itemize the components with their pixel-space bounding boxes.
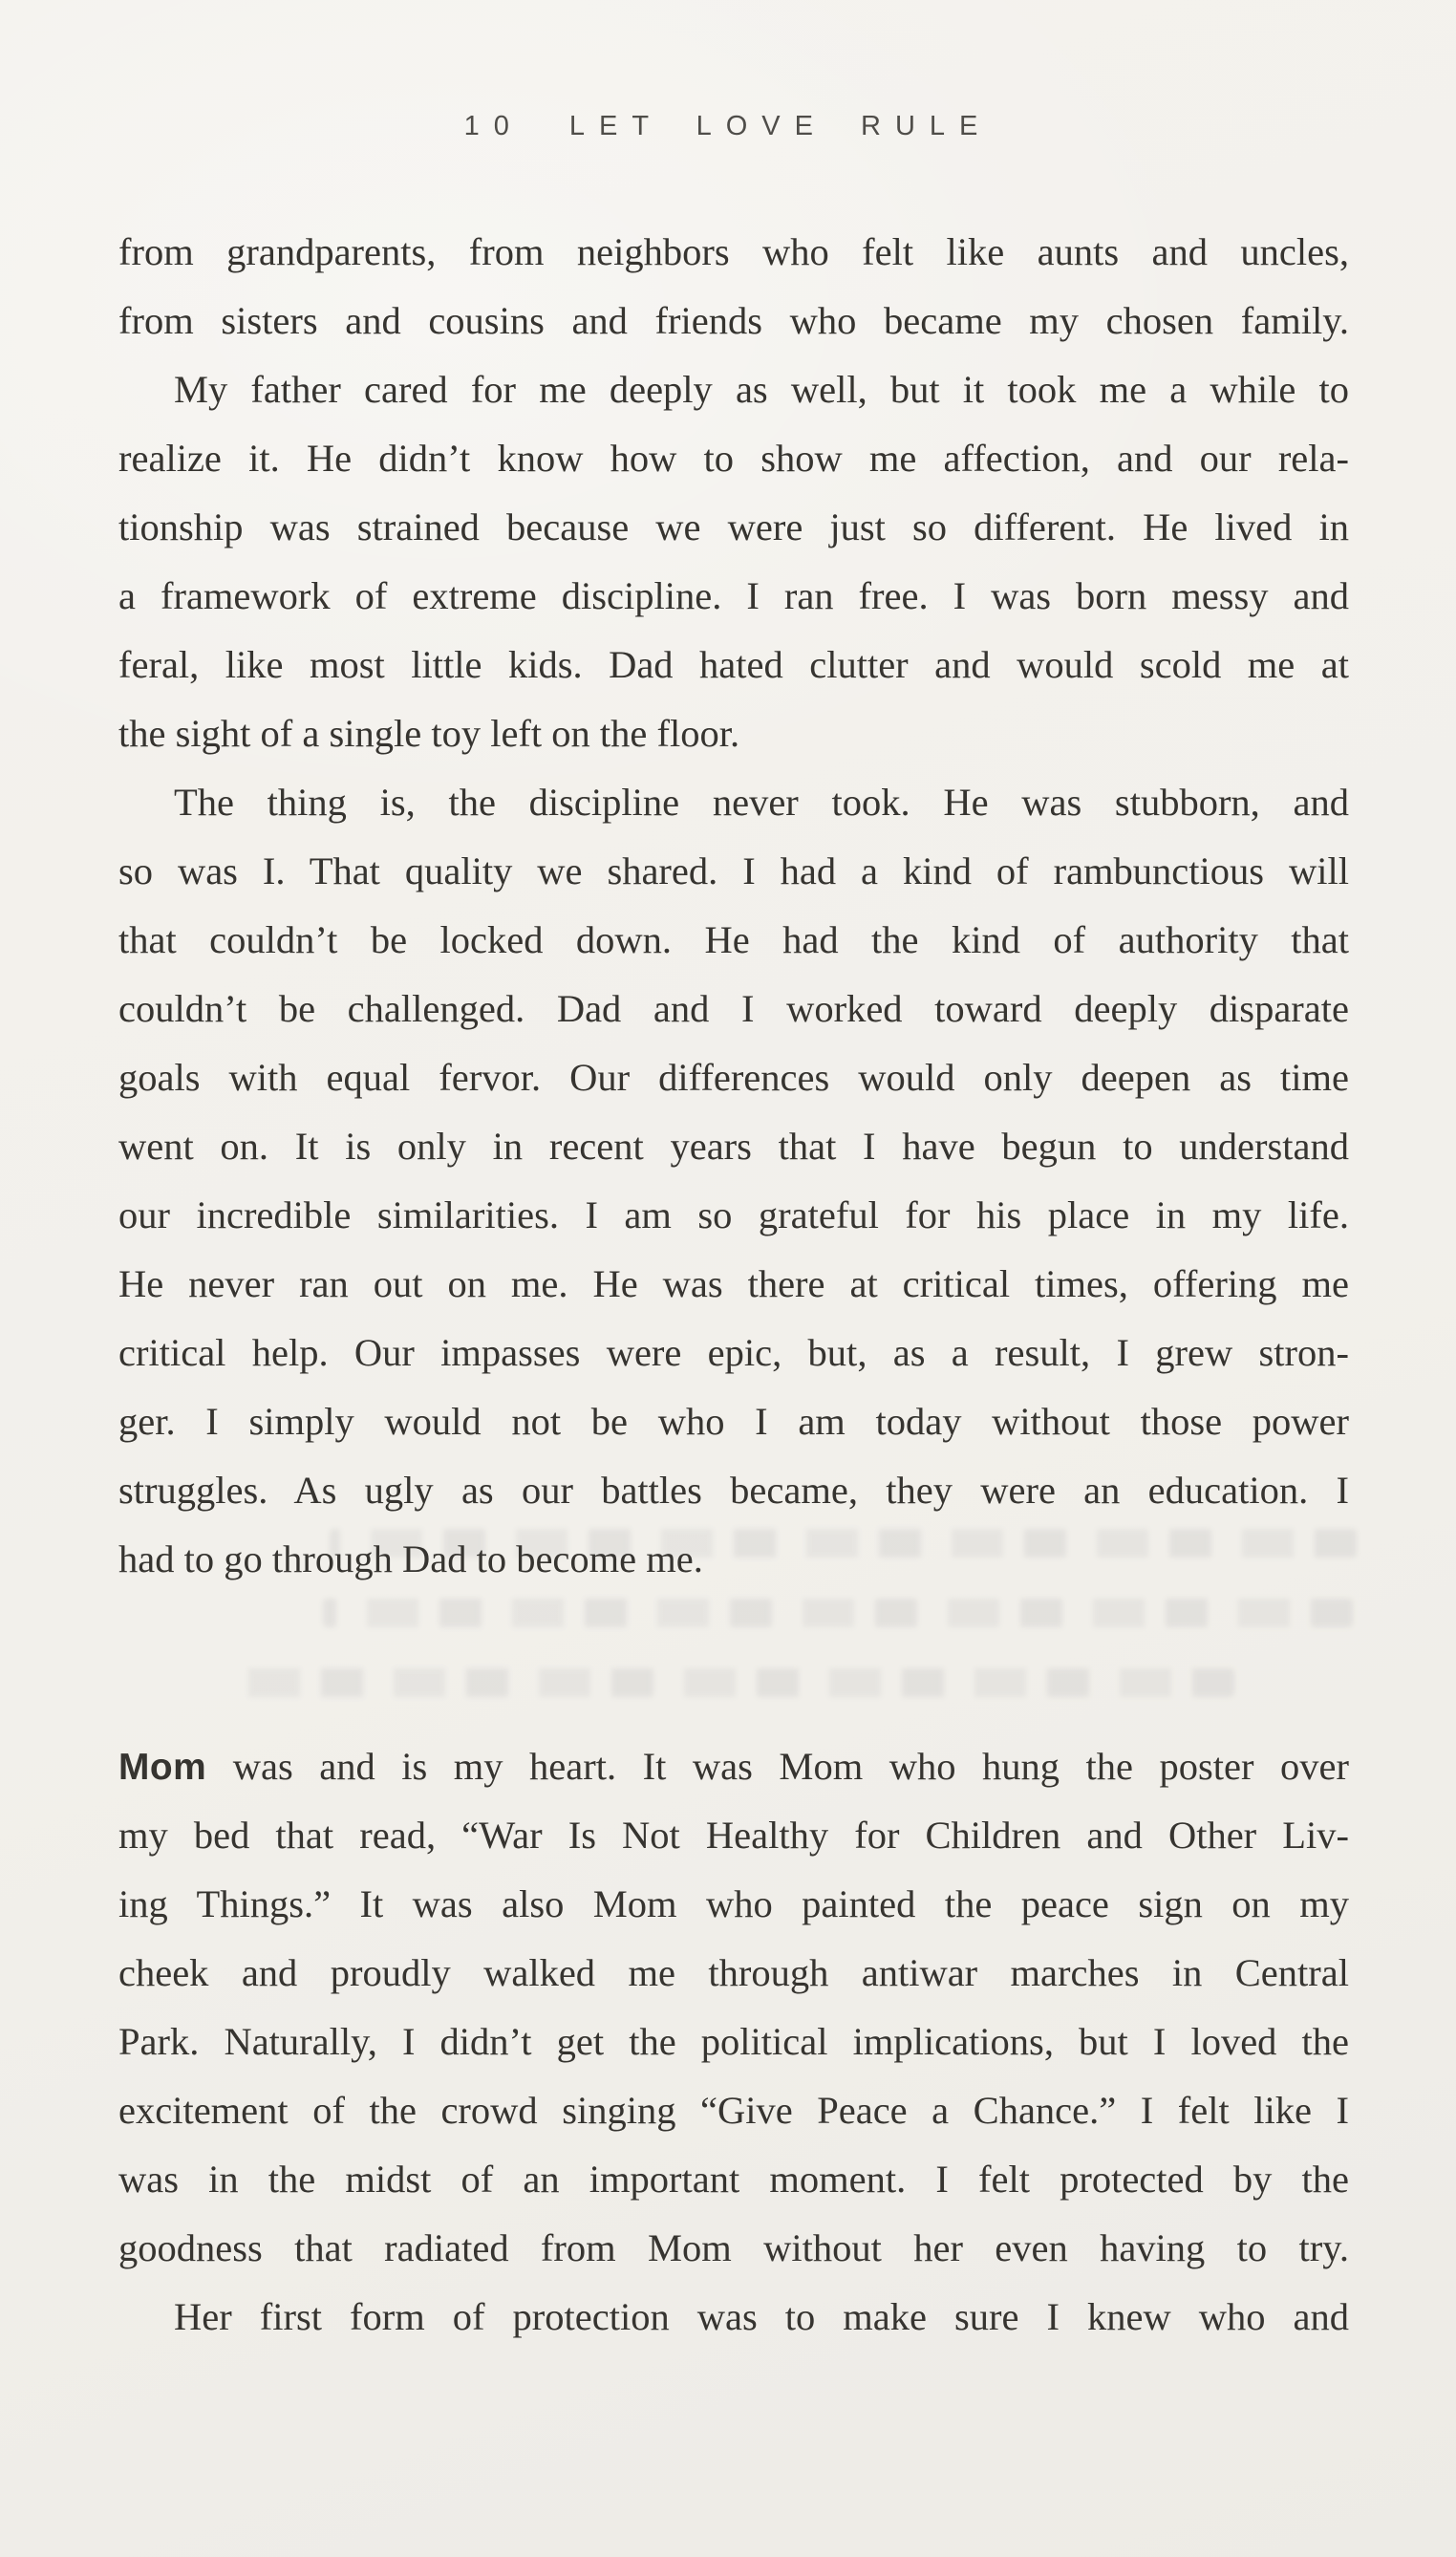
text-line: excitement of the crowd singing “Give Peace a Chance.” I felt like I [118, 2089, 1349, 2132]
text-line: Park. Naturally, I didn’t get the political implications, but I loved the [118, 2020, 1349, 2063]
text-line: critical help. Our impasses were epic, but, as a result, I grew stron- [118, 1331, 1349, 1374]
text-line: was in the midst of an important moment. I felt protected by the [118, 2158, 1349, 2201]
text-line: Her first form of protection was to make sure I knew who and [174, 2295, 1349, 2338]
text-line: cheek and proudly walked me through antiwar marches in Central [118, 1951, 1349, 1994]
text-line: the sight of a single toy left on the floor. [118, 712, 740, 755]
text-line: couldn’t be challenged. Dad and I worked toward deeply disparate [118, 987, 1349, 1030]
text-line: from grandparents, from neighbors who felt like aunts and uncles, [118, 230, 1349, 273]
running-header [0, 111, 1456, 142]
text-line: feral, like most little kids. Dad hated clutter and would scold me at [118, 643, 1349, 686]
text-line: our incredible similarities. I am so grateful for his place in my life. [118, 1193, 1349, 1236]
page-body [118, 218, 1349, 2352]
text-line: My father cared for me deeply as well, but it took me a while to [174, 368, 1349, 411]
paragraph [118, 768, 1349, 1594]
text-line: tionship was strained because we were just so different. He lived in [118, 505, 1349, 548]
text-line: ger. I simply would not be who I am today without those power [118, 1400, 1349, 1443]
page-number: 10 [463, 111, 524, 141]
text-line: The thing is, the discipline never took. He was stubborn, and [174, 781, 1349, 824]
text-line: Mom was and is my heart. It was Mom who hung the poster over [118, 1745, 1349, 1788]
text-line: realize it. He didn’t know how to show me affection, and our rela- [118, 437, 1349, 480]
text-line: struggles. As ugly as our battles became, they were an education. I [118, 1469, 1349, 1512]
text-line: went on. It is only in recent years that I have begun to understand [118, 1125, 1349, 1168]
text-line: from sisters and cousins and friends who became my chosen family. [118, 299, 1349, 342]
text-line: goodness that radiated from Mom without her even having to try. [118, 2226, 1349, 2269]
paragraph [118, 355, 1349, 768]
section-lead-word: Mom [118, 1747, 207, 1788]
text-line: a framework of extreme discipline. I ran free. I was born messy and [118, 574, 1349, 617]
paragraph [118, 1732, 1349, 2283]
text-line: so was I. That quality we shared. I had a kind of rambunctious will [118, 849, 1349, 892]
text-line: goals with equal fervor. Our differences would only deepen as time [118, 1056, 1349, 1099]
text-line: ing Things.” It was also Mom who painted the peace sign on my [118, 1882, 1349, 1925]
text-line: my bed that read, “War Is Not Healthy for Children and Other Liv- [118, 1814, 1349, 1857]
text-line: had to go through Dad to become me. [118, 1537, 703, 1580]
paragraph [118, 218, 1349, 355]
book-title: LET LOVE RULE [568, 111, 993, 141]
paragraph [118, 2283, 1349, 2352]
text-line: that couldn’t be locked down. He had the kind of authority that [118, 918, 1349, 961]
text-line: He never ran out on me. He was there at critical times, offering me [118, 1262, 1349, 1305]
